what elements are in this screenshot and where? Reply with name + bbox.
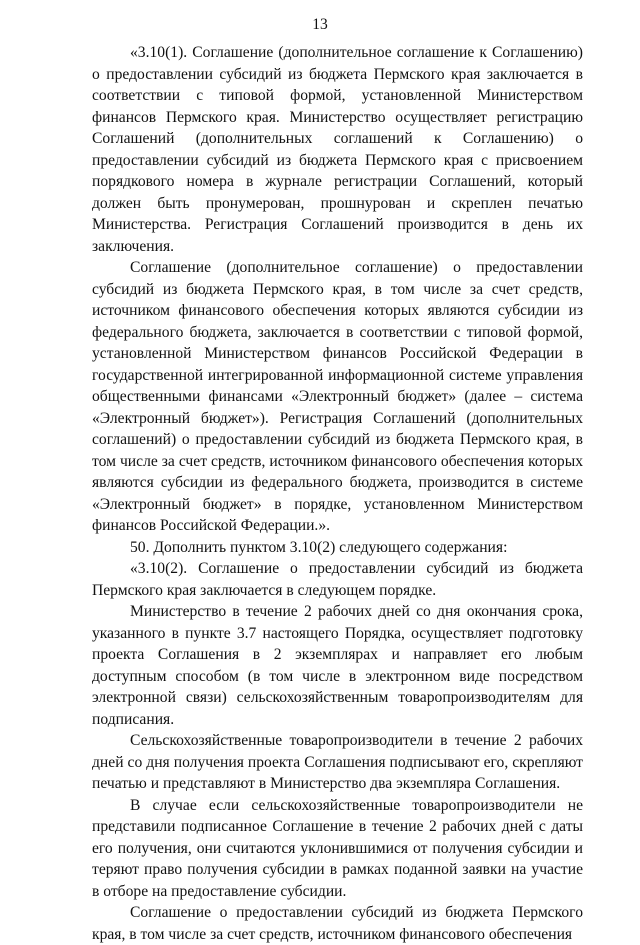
page-number: 13 bbox=[312, 16, 328, 33]
paragraph-electronic-budget: Соглашение (дополнительное соглашение) о предоставлении субсидий из бюджета Пермского края, в том числе за счет средств, источником финансового обеспечения которых являются субсидии из федерального бюджета, заключается в соответствии с типовой формой, установленной Министерством финансов Российской Федерации в государственной интегрированной информационной системе управления общественными финансами «Электронный бюджет» (далее – система «Электронный бюджет»). Регистрация Соглашений (дополнительных соглашений) о предоставлении субсидий из бюджета Пермского края, в том числе за счет средств, источником финансового обеспечения которых являются субсидии из федерального бюджета, производится в системе «Электронный бюджет» в порядке, установленном Министерством финансов Российской Федерации.». bbox=[92, 259, 583, 534]
paragraph-ministry-preparation: Министерство в течение 2 рабочих дней со дня окончания срока, указанного в пункте 3.7 настоящего Порядка, осуществляет подготовку проекта Соглашения в 2 экземплярах и направляет его любым доступным способом (в том числе в электронном виде посредством электронной связи) сельскохозяйственным товаропроизводителям для подписания. bbox=[92, 603, 583, 728]
paragraph-continuation: Соглашение о предоставлении субсидий из бюджета Пермского края, в том числе за счет средств, источником финансового обеспечения bbox=[92, 904, 583, 943]
paragraph-3-10-1: «3.10(1). Соглашение (дополнительное соглашение к Соглашению) о предоставлении субсидий из бюджета Пермского края заключается в соответствии с типовой формой, установленной Министерством финансов Пермского края. Министерство осуществляет регистрацию Соглашений (дополнительных соглашений к Соглашению) о предоставлении субсидий из бюджета Пермского края с присвоением порядкового номера в журнале регистрации Соглашений, который должен быть пронумерован, прошнурован и скреплен печатью Министерства. Регистрация Соглашений производится в день их заключения. bbox=[92, 44, 583, 255]
paragraph-evasion: В случае если сельскохозяйственные товаропроизводители не представили подписанное Соглашение в течение 2 рабочих дней с даты его получения, они считаются уклонившимися от получения субсидии и теряют право получения субсидии в рамках поданной заявки на участие в отборе на предоставление субсидии. bbox=[92, 796, 583, 900]
paragraph-producers-signing: Сельскохозяйственные товаропроизводители в течение 2 рабочих дней со дня получения проекта Соглашения подписывают его, скрепляют печатью и представляют в Министерство два экземпляра Соглашения. bbox=[92, 732, 583, 792]
paragraph-item-50: 50. Дополнить пунктом 3.10(2) следующего содержания: bbox=[130, 538, 508, 556]
document-body bbox=[92, 42, 583, 945]
paragraph-3-10-2: «3.10(2). Соглашение о предоставлении субсидий из бюджета Пермского края заключается в следующем порядке. bbox=[92, 560, 583, 599]
